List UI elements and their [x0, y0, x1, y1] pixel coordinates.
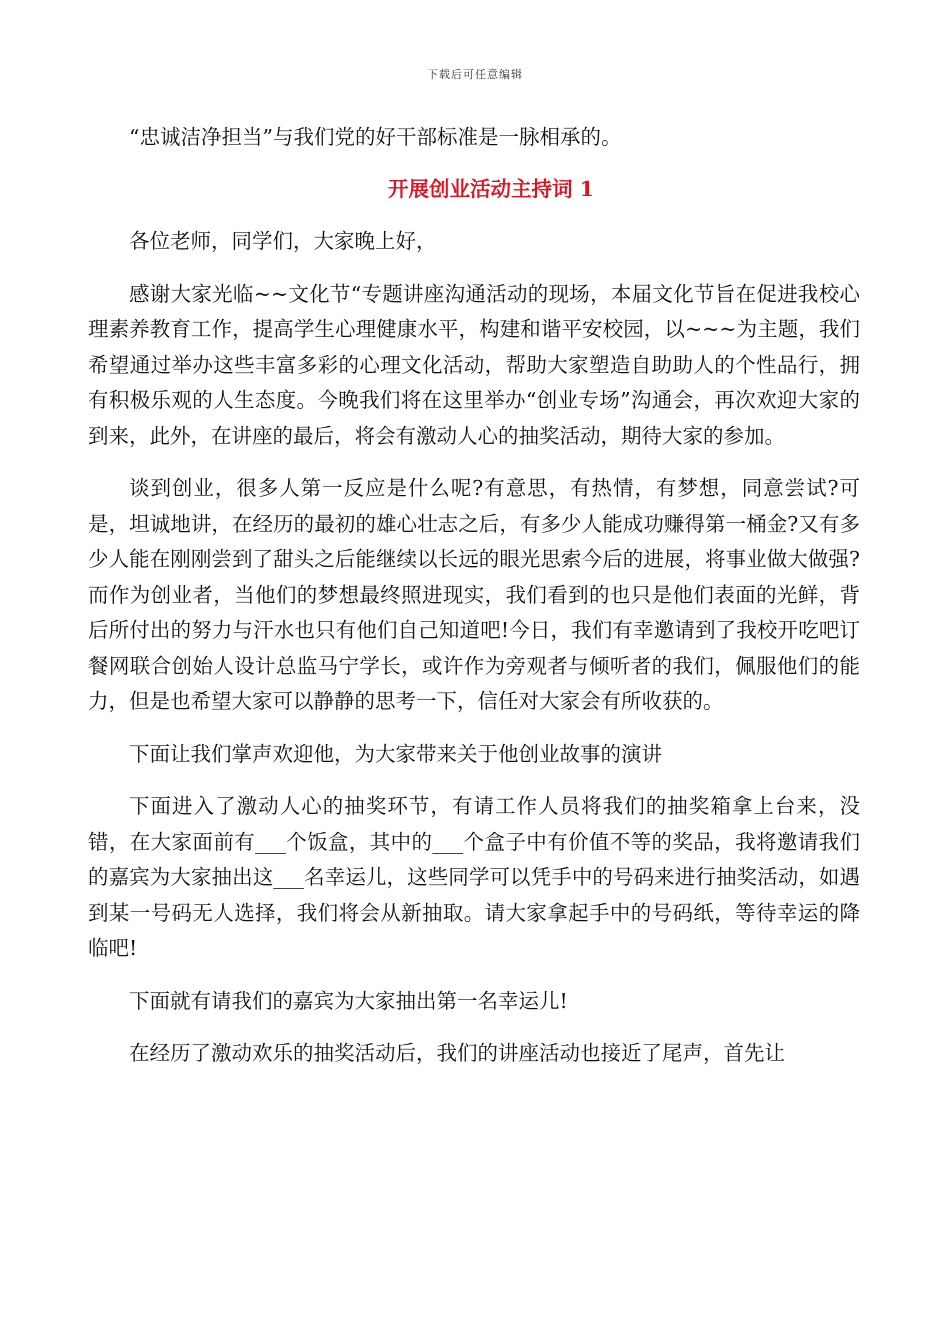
section-title: 开展创业活动主持词 1 [388, 176, 594, 201]
paragraph-welcome: 感谢大家光临~~文化节“专题讲座沟通活动的现场，本届文化节旨在促进我校心理素养教育工作，提高学生心理健康水平，构建和谐平安校园，以~~~为主题，我们希望通过举办这些丰富多彩的心理文化活动，帮助大家塑造自助助人的个性品行，拥有积极乐观的人生态度。今晚我们将在这里举办“创业专场”沟通会，再次欢迎大家的到来，此外，在讲座的最后，将会有激动人心的抽奖活动，期待大家的参加。 [88, 281, 860, 448]
paragraph-first-winner: 下面就有请我们的嘉宾为大家抽出第一名幸运儿! [129, 988, 568, 1013]
paragraph-lottery: 下面进入了激动人心的抽奖环节，有请工作人员将我们的抽奖箱拿上台来，没错，在大家面前有___个饭盒，其中的___个盒子中有价值不等的奖品，我将邀请我们的嘉宾为大家抽出这___名幸运儿，这些同学可以凭手中的号码来进行抽奖活动，如遇到某一号码无人选择，我们将会从新抽取。请大家拿起手中的号码纸，等待幸运的降临吧! [88, 794, 860, 960]
paragraph-closing: 在经历了激动欢乐的抽奖活动后，我们的讲座活动也接近了尾声，首先让 [129, 1041, 785, 1065]
document-body [88, 120, 860, 1072]
paragraph-greeting: 各位老师，同学们，大家晚上好， [129, 229, 437, 253]
paragraph-intro: “忠诚洁净担当”与我们党的好干部标准是一脉相承的。 [129, 125, 622, 149]
paragraph-entrepreneurship: 谈到创业，很多人第一反应是什么呢?有意思，有热情，有梦想，同意尝试?可是，坦诚地讲，在经历的最初的雄心壮志之后，有多少人能成功赚得第一桶金?又有多少人能在刚刚尝到了甜头之后能继续以长远的眼光思索今后的进展，将事业做大做强?而作为创业者，当他们的梦想最终照进现实，我们看到的也只是他们表面的光鲜，背后所付出的努力与汗水也只有他们自己知道吧!今日，我们有幸邀请到了我校开吃吧订餐网联合创始人设计总监马宁学长，或许作为旁观者与倾听者的我们，佩服他们的能力，但是也希望大家可以静静的思考一下，信任对大家会有所收获的。 [88, 476, 860, 713]
paragraph-speaker-intro: 下面让我们掌声欢迎他，为大家带来关于他创业故事的演讲 [129, 741, 662, 766]
page-header: 下载后可任意编辑 [427, 68, 523, 81]
